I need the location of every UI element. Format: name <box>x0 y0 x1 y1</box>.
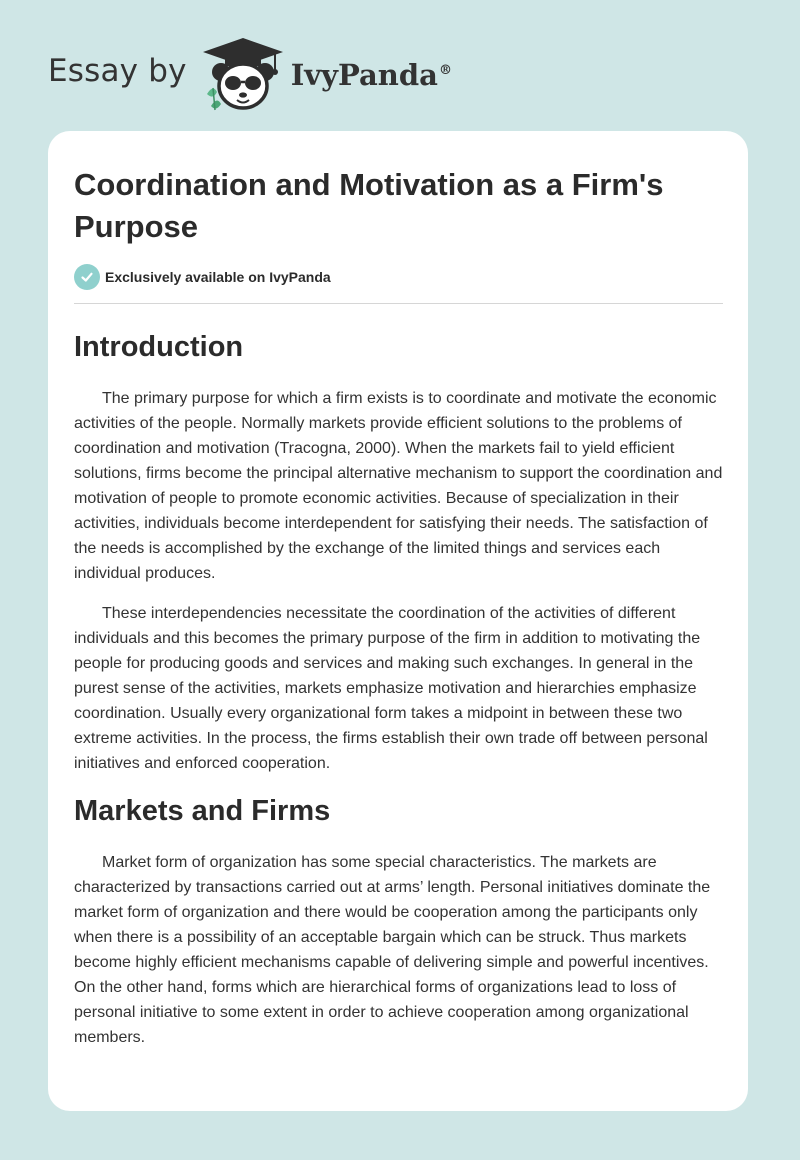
essay-card <box>48 131 748 1111</box>
essay-by-label: Essay by <box>48 53 187 89</box>
badge-text: Exclusively available on IvyPanda <box>105 269 331 285</box>
panda-graduate-icon[interactable] <box>201 36 285 112</box>
brand-name[interactable] <box>291 58 452 92</box>
registered-mark: ® <box>438 63 452 79</box>
site-header <box>48 34 548 114</box>
paragraph: These interdependencies necessitate the coordination of the activities of different individuals and this becomes the primary purpose of the firm in addition to motivating the people for producing goods and services and making such exchanges. In general in the purest sense of the activities, markets emphasize motivation and hierarchies emphasize coordination. Usually every organizational form takes a midpoint in between these two extreme activities. In the process, the firms establish their own trade off between personal initiatives and enforced cooperation. <box>74 605 708 772</box>
section-heading-introduction: Introduction <box>74 331 244 363</box>
paragraph: Market form of organization has some special characteristics. The markets are characterized by transactions carried out at arms’ length. Personal initiatives dominate the market form of organization and there would be cooperation among the participants only when there is a possibility of an acceptable bargain which can be struck. Thus markets become highly efficient mechanisms capable of delivering simple and powerful incentives. On the other hand, forms which are hierarchical forms of organizations lead to loss of personal initiative to some extent in order to achieve cooperation among organizational members. <box>74 854 711 1046</box>
check-circle-icon <box>74 264 100 290</box>
paragraph: The primary purpose for which a firm exists is to coordinate and motivate the economic activities of the people. Normally markets provide efficient solutions to the problems of coordination and motivation (Tracogna, 2000). When the markets fail to yield efficient solutions, firms become the principal alternative mechanism to support the coordination and motivation of people to promote economic activities. Because of specialization in their activities, individuals become interdependent for satisfying their needs. The satisfaction of the needs is accomplished by the exchange of the limited things and services each individual produces. <box>74 390 723 582</box>
section-heading-markets-and-firms: Markets and Firms <box>74 795 331 827</box>
exclusive-badge <box>74 264 331 290</box>
essay-body <box>74 321 726 1050</box>
brand-name-text: IvyPanda <box>290 58 438 92</box>
page-title: Coordination and Motivation as a Firm's Purpose <box>74 167 664 244</box>
divider <box>74 303 723 304</box>
